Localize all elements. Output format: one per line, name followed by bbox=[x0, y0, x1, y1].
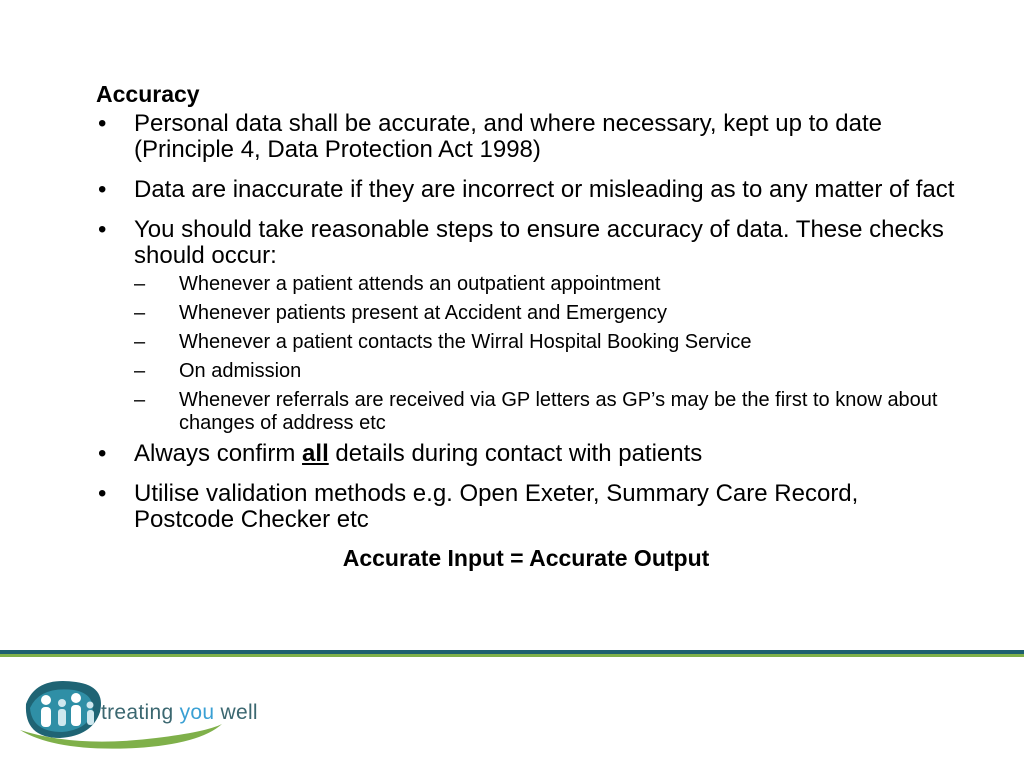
bullet-text: Data are inaccurate if they are incorrect or misleading as to any matter of fact bbox=[134, 176, 955, 203]
sub-item-text: Whenever referrals are received via GP letters as GP’s may be the first to know about changes of address etc bbox=[179, 389, 938, 434]
sub-item bbox=[134, 389, 956, 435]
footer-divider-green bbox=[0, 654, 1024, 657]
sub-item-text: Whenever a patient attends an outpatient appointment bbox=[179, 273, 661, 295]
footer-divider bbox=[0, 650, 1024, 657]
bullet-text-before: Always confirm bbox=[134, 440, 303, 467]
closing-statement: Accurate Input = Accurate Output bbox=[342, 545, 710, 571]
bullet-mark: • bbox=[98, 480, 107, 507]
logo-tagline-part3: well bbox=[214, 701, 258, 724]
sub-item-text: Whenever a patient contacts the Wirral Hospital Booking Service bbox=[179, 331, 752, 353]
dash-mark: – bbox=[134, 331, 146, 353]
bullet-item bbox=[96, 111, 956, 163]
bullet-item bbox=[96, 441, 956, 467]
logo-tagline bbox=[101, 701, 258, 725]
bullet-mark: • bbox=[98, 110, 107, 137]
dash-mark: – bbox=[134, 273, 146, 295]
slide-heading: Accuracy bbox=[96, 81, 200, 107]
sub-item-text: On admission bbox=[179, 360, 302, 382]
sub-item-text: Whenever patients present at Accident and Emergency bbox=[179, 302, 668, 324]
sub-item bbox=[134, 302, 956, 325]
logo-tagline-part2: you bbox=[179, 701, 215, 724]
slide-content bbox=[96, 80, 956, 572]
dash-mark: – bbox=[134, 389, 146, 411]
dash-mark: – bbox=[134, 360, 146, 382]
bullet-item bbox=[96, 217, 956, 435]
logo-tagline-part1: treating bbox=[101, 701, 180, 724]
bullet-text: Personal data shall be accurate, and where necessary, kept up to date (Principle 4, Data Protection Act 1998) bbox=[134, 110, 883, 163]
sub-item bbox=[134, 273, 956, 296]
bullet-mark: • bbox=[98, 440, 107, 467]
sub-list bbox=[134, 273, 956, 435]
bullet-text-after: details during contact with patients bbox=[328, 440, 703, 467]
bullet-item bbox=[96, 481, 956, 533]
sub-item bbox=[134, 331, 956, 354]
emphasis-all: all bbox=[302, 440, 329, 467]
sub-item bbox=[134, 360, 956, 383]
bullet-item bbox=[96, 177, 956, 203]
bullet-mark: • bbox=[98, 216, 107, 243]
bullet-mark: • bbox=[98, 176, 107, 203]
bullet-text: Utilise validation methods e.g. Open Exeter, Summary Care Record, Postcode Checker etc bbox=[134, 480, 859, 533]
bullet-text: You should take reasonable steps to ensure accuracy of data. These checks should occur: bbox=[134, 216, 944, 269]
dash-mark: – bbox=[134, 302, 146, 324]
